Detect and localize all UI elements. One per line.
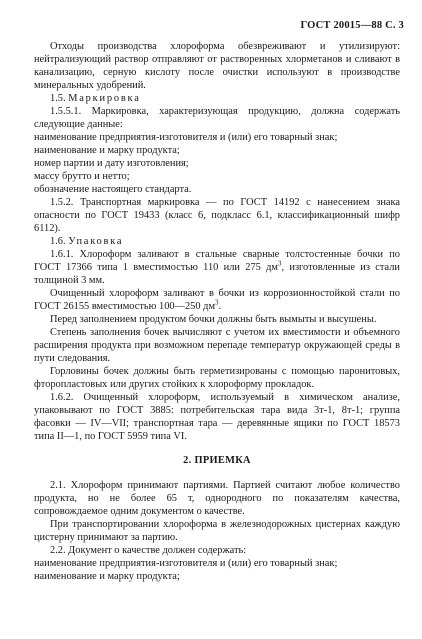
paragraph-text: Очищенный хлороформ заливают в бочки из коррозионностойкой стали по ГОСТ 26155 вместимостью 100—250 дм — [34, 288, 400, 312]
subsection-heading-marking — [34, 92, 400, 105]
list-item: наименование и марку продукта; — [34, 571, 180, 582]
paragraph: При транспортировании хлороформа в железнодорожных цистернах каждую цистерну принимают за партию. — [34, 519, 400, 543]
list-item: номер партии и дату изготовления; — [34, 158, 189, 169]
list-item: наименование предприятия-изготовителя и (или) его товарный знак; — [34, 558, 338, 569]
heading-word: Упаковка — [68, 236, 124, 247]
paragraph: 2.2. Документ о качестве должен содержать: — [50, 545, 247, 556]
superscript: 3 — [215, 298, 219, 307]
subsection-heading-packaging — [34, 235, 400, 248]
paragraph: Горловины бочек должны быть герметизированы с помощью паронитовых, фторопластовых или других стойких к хлороформу прокладок. — [34, 366, 400, 390]
paragraph — [34, 287, 400, 313]
superscript: 3 — [278, 259, 282, 268]
paragraph: Степень заполнения бочек вычисляют с учетом их вместимости и объемного расширения продукта при возможном перепаде температур окружающей среды в пути следования. — [34, 327, 400, 364]
heading-number: 1.5. — [50, 93, 66, 104]
paragraph-text-tail: . — [218, 301, 222, 312]
section-title: 2. ПРИЕМКА — [183, 455, 251, 466]
list-item: наименование и марку продукта; — [34, 145, 180, 156]
paragraph: 1.6.2. Очищенный хлороформ, используемый в химическом анализе, упаковывают по ГОСТ 3885: потребительская тара вида 3т-1, 8т-1; группа фасовки — IV—VII; транспортная тара — деревянные ящики по ГОСТ 18573 типа II—1, по ГОСТ 5959 типа VI. — [34, 392, 400, 442]
paragraph-text-tail: , изготовленные из стали толщиной 3 мм. — [34, 262, 400, 286]
paragraph: 2.1. Хлороформ принимают партиями. Партией считают любое количество продукта, но не более 65 т, однородного по показателям качества, сопровождаемое одним документом о качестве. — [34, 480, 400, 517]
heading-number: 1.6. — [50, 236, 66, 247]
paragraph-text: 1.6.1. Хлороформ заливают в стальные сварные толстостенные бочки по ГОСТ 17366 типа 1 вместимостью 110 или 275 дм — [34, 249, 400, 273]
list-item: обозначение настоящего стандарта. — [34, 184, 192, 195]
heading-word: Маркировка — [68, 93, 141, 104]
page-header: ГОСТ 20015—88 С. 3 — [300, 20, 404, 31]
paragraph — [34, 248, 400, 287]
list-item: наименование предприятия-изготовителя и (или) его товарный знак; — [34, 132, 338, 143]
paragraph: Перед заполнением продуктом бочки должны быть вымыты и высушены. — [50, 314, 377, 325]
document-body — [34, 40, 400, 583]
paragraph: Отходы производства хлороформа обезвреживают и утилизируют: нейтрализующий раствор отправляют от растворенных хлорметанов и сливают в канализацию, серную кислоту после очистки используют в производстве минеральных удобрений. — [34, 41, 400, 91]
paragraph: 1.5.2. Транспортная маркировка — по ГОСТ 14192 с нанесением знака опасности по ГОСТ 19433 (класс 6, подкласс 6.1, классификационный шифр 6112). — [34, 197, 400, 234]
list-item: массу брутто и нетто; — [34, 171, 130, 182]
paragraph: 1.5.5.1. Маркировка, характеризующая продукцию, должна содержать следующие данные: — [34, 106, 400, 130]
